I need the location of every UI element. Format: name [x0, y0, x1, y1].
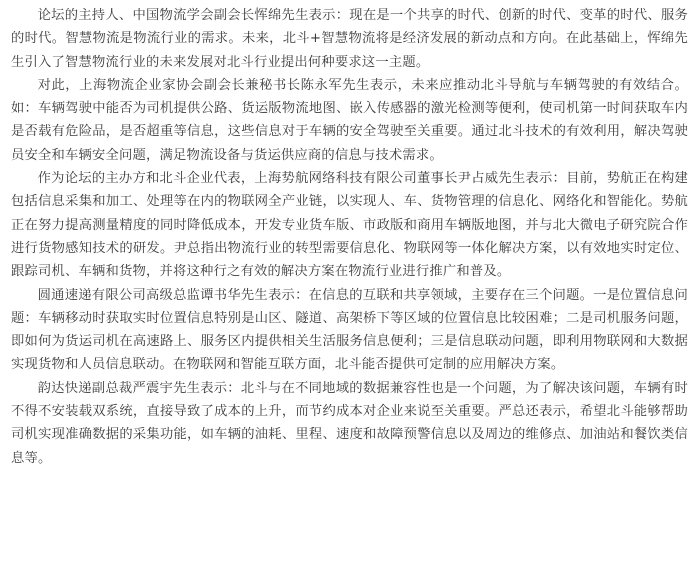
- paragraph-shanghai-logistics-association: 对此，上海物流企业家协会副会长兼秘书长陈永军先生表示，未来应推动北斗导航与车辆驾驶的有效结合。如：车辆驾驶中能否为司机提供公路、货运版物流地图、嵌入传感器的激光检测等便利，使司机第一时间获取车内是否载有危险品，是否超重等信息，这些信息对于车辆的安全驾驶至关重要。通过北斗技术的有效利用，解决驾驶员安全和车辆安全问题，满足物流设备与货运供应商的信息与技术需求。: [11, 77, 688, 163]
- paragraph-yunda-express: 韵达快递副总裁严震宇先生表示：北斗与在不同地域的数据兼容性也是一个问题，为了解决该问题，车辆有时不得不安装载双系统，直接导致了成本的上升，而节约成本对企业来说至关重要。严总还表示，希望北斗能够帮助司机实现准确数据的采集功能，如车辆的油耗、里程、速度和故障预警信息以及周边的维修点、加油站和餐饮类信息等。: [11, 380, 688, 466]
- paragraph-forum-host: 论坛的主持人、中国物流学会副会长恽绵先生表示：现在是一个共享的时代、创新的时代、变革的时代、服务的时代。智慧物流是物流行业的需求。未来，北斗+智慧物流将是经济发展的新动点和方向。在此基础上，恽绵先生引入了智慧物流行业的未来发展对北斗行业提出何种要求这一主题。: [11, 8, 688, 70]
- paragraph-yto-express: 圆通速递有限公司高级总监谭书华先生表示：在信息的互联和共享领域，主要存在三个问题。一是位置信息问题：车辆移动时获取实时位置信息特别是山区、隧道、高架桥下等区域的位置信息比较困难；二是司机服务问题，即如何为货运司机在高速路上、服务区内提供相关生活服务信息便利；三是信息联动问题，即利用物联网和大数据实现货物和人员信息联动。在物联网和智能互联方面，北斗能否提供可定制的应用解决方案。: [11, 287, 688, 373]
- paragraph-shihang-network: 作为论坛的主办方和北斗企业代表，上海势航网络科技有限公司董事长尹占威先生表示：目前，势航正在构建包括信息采集和加工、处理等在内的物联网全产业链，以实现人、车、货物管理的信息化、网络化和智能化。势航正在努力提高测量精度的同时降低成本，开发专业货车版、市政版和商用车辆版地图，并与北大微电子研究院合作进行货物感知技术的研发。尹总指出物流行业的转型需要信息化、物联网等一体化解决方案，以有效地实时定位、跟踪司机、车辆和货物，并将这种行之有效的解决方案在物流行业进行推广和普及。: [11, 171, 688, 280]
